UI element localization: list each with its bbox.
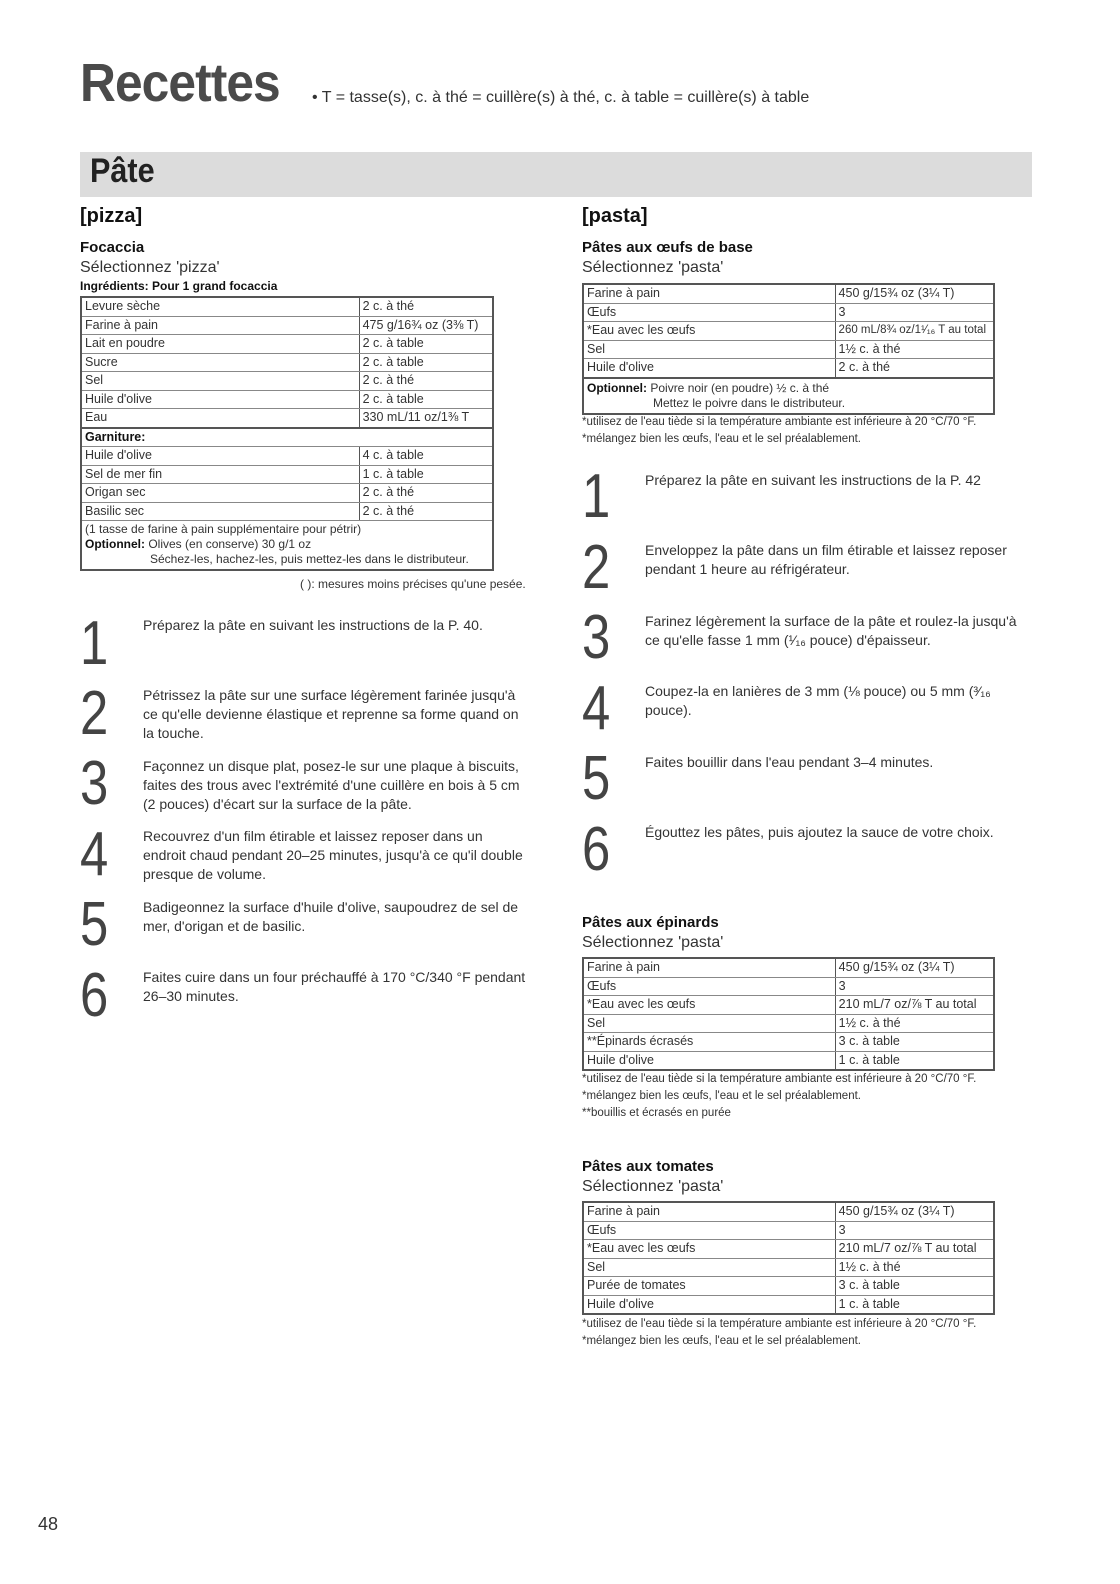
table-row [583, 1014, 994, 1033]
ingredient-qty: 2 c. à thé [835, 359, 994, 378]
ingredient-name: Œufs [583, 303, 835, 322]
ingredient-qty: 4 c. à table [359, 447, 493, 466]
ingredient-qty: 2 c. à thé [359, 484, 493, 503]
extra-flour-note: (1 tasse de farine à pain supplémentaire pour pétrir) [85, 522, 362, 536]
ingredient-qty: 2 c. à thé [359, 502, 493, 521]
step-number: 2 [80, 679, 109, 748]
step-text: Préparez la pâte en suivant les instructions de la P. 40. [143, 617, 483, 633]
table-row [81, 335, 493, 354]
ingredient-qty: 2 c. à table [359, 390, 493, 409]
ingredient-name: Huile d'olive [583, 1295, 835, 1314]
basic-pasta-name: Pâtes aux œufs de base [582, 239, 753, 256]
footnote: *utilisez de l'eau tiède si la température ambiante est inférieure à 20 °C/70 °F. [582, 1318, 977, 1330]
ingredient-name: Origan sec [81, 484, 359, 503]
tomato-pasta-notes [582, 1316, 976, 1350]
ingredient-qty: 210 mL/7 oz/⅞ T au total [835, 1240, 994, 1259]
ingredient-qty: 450 g/15¾ oz (3¼ T) [835, 284, 994, 303]
ingredient-name: Farine à pain [583, 284, 835, 303]
footnote: *mélangez bien les œufs, l'eau et le sel préalablement. [582, 433, 861, 445]
spinach-pasta-notes [582, 1071, 976, 1122]
spinach-pasta-select: Sélectionnez 'pasta' [582, 934, 724, 951]
step-text: Recouvrez d'un film étirable et laissez reposer dans un endroit chaud pendant 20–25 minutes, jusqu'à ce qu'il double presque de volume. [143, 828, 523, 882]
ingredient-qty: 3 [835, 1221, 994, 1240]
table-row [583, 1295, 994, 1314]
basic-pasta-notes [582, 414, 976, 448]
ingredient-name: Huile d'olive [81, 390, 359, 409]
step-text: Badigeonnez la surface d'huile d'olive, saupoudrez de sel de mer, d'origan et de basilic. [143, 899, 519, 934]
table-row [583, 378, 994, 414]
table-row [81, 353, 493, 372]
focaccia-select: Sélectionnez 'pizza' [80, 259, 220, 276]
table-row [583, 1051, 994, 1070]
measures-caption: ( ): mesures moins précises qu'une pesée. [300, 577, 526, 591]
ingredient-name: Sel [583, 340, 835, 359]
ingredient-qty: 3 c. à table [835, 1277, 994, 1296]
step-number: 1 [80, 609, 109, 678]
ingredient-qty: 2 c. à table [359, 335, 493, 354]
step-text: Égouttez les pâtes, puis ajoutez la sauce de votre choix. [645, 824, 994, 840]
pasta-heading: [pasta] [582, 205, 648, 227]
ingredient-name: Huile d'olive [583, 359, 835, 378]
table-row [81, 297, 493, 316]
pizza-heading: [pizza] [80, 205, 143, 227]
table-row [583, 977, 994, 996]
table-row [583, 359, 994, 378]
footnote: *utilisez de l'eau tiède si la température ambiante est inférieure à 20 °C/70 °F. [582, 416, 977, 428]
ingredient-qty: 2 c. à thé [359, 372, 493, 391]
ingredient-qty: 210 mL/7 oz/⅞ T au total [835, 996, 994, 1015]
step-number: 6 [80, 961, 109, 1030]
step-text: Préparez la pâte en suivant les instructions de la P. 42 [645, 472, 981, 488]
table-row [81, 409, 493, 428]
table-row [583, 340, 994, 359]
ingredient-qty: 1 c. à table [838, 1296, 900, 1311]
ingredient-qty: 260 mL/8¾ oz/1¹⁄₁₆ T au total [835, 322, 994, 341]
page-number: 48 [38, 1514, 59, 1534]
optional-text-2: Séchez-les, hachez-les, puis mettez-les dans le distributeur. [150, 552, 469, 566]
ingredient-qty: 2 c. à table [359, 353, 493, 372]
ingredient-qty: 1½ c. à thé [835, 1014, 994, 1033]
ingredient-qty: 2 c. à thé [359, 297, 493, 316]
focaccia-name: Focaccia [80, 239, 145, 256]
step-text: Farinez légèrement la surface de la pâte et roulez-la jusqu'à ce qu'elle fasse 1 mm (¹⁄₁₆ pouce) d'épaisseur. [645, 613, 1017, 648]
ingredient-name: Œufs [583, 977, 835, 996]
ingredient-name: Huile d'olive [583, 1051, 835, 1070]
footnote: **bouillis et écrasés en purée [582, 1107, 731, 1119]
table-row [81, 521, 493, 571]
basic-pasta-optional [583, 378, 994, 414]
table-row [81, 447, 493, 466]
focaccia-ingredients-label: Ingrédients: Pour 1 grand focaccia [80, 279, 278, 293]
footnote: *mélangez bien les œufs, l'eau et le sel préalablement. [582, 1090, 861, 1102]
table-row [81, 502, 493, 521]
ingredient-qty: 3 [835, 303, 994, 322]
ingredient-name: Farine à pain [81, 316, 359, 335]
table-row [583, 284, 994, 303]
step-text: Faites cuire dans un four préchauffé à 170 °C/340 °F pendant 26–30 minutes. [143, 969, 526, 1004]
ingredient-qty: 3 [835, 977, 994, 996]
step-number: 2 [582, 533, 611, 602]
optional-text-2: Mettez le poivre dans le distributeur. [653, 395, 846, 410]
spinach-pasta-table [582, 957, 995, 1071]
table-row [583, 1202, 994, 1221]
step-number: 3 [582, 603, 611, 672]
garniture-label: Garniture: [81, 428, 493, 447]
ingredient-name: Sel [81, 372, 359, 391]
step-number: 3 [80, 749, 109, 818]
ingredient-name: Basilic sec [81, 502, 359, 521]
step-text: Coupez-la en lanières de 3 mm (⅛ pouce) ou 5 mm (³⁄₁₆ pouce). [645, 683, 991, 718]
ingredient-qty: 1½ c. à thé [835, 1258, 994, 1277]
ingredient-name: Farine à pain [583, 958, 835, 977]
step-text: Faites bouillir dans l'eau pendant 3–4 minutes. [645, 754, 934, 770]
footnote: *utilisez de l'eau tiède si la température ambiante est inférieure à 20 °C/70 °F. [582, 1073, 977, 1085]
table-row [583, 322, 994, 341]
ingredient-qty: 330 mL/11 oz/1⅜ T [359, 409, 493, 428]
ingredient-qty: 450 g/15¾ oz (3¼ T) [835, 958, 994, 977]
ingredient-name: Huile d'olive [81, 447, 359, 466]
optional-text: Poivre noir (en poudre) ½ c. à thé [650, 380, 830, 395]
table-row [81, 390, 493, 409]
table-row [583, 996, 994, 1015]
table-row [81, 316, 493, 335]
ingredient-qty: 450 g/15¾ oz (3¼ T) [835, 1202, 994, 1221]
step-number: 6 [582, 815, 611, 884]
ingredient-name: **Épinards écrasés [583, 1033, 835, 1052]
step-number: 1 [582, 462, 611, 531]
optional-label: Optionnel: [587, 380, 647, 395]
step-number: 5 [582, 744, 611, 813]
ingredient-name: *Eau avec les œufs [583, 1240, 835, 1259]
table-row [583, 1240, 994, 1259]
step-number: 4 [582, 674, 611, 743]
table-row [81, 484, 493, 503]
tomato-pasta-select: Sélectionnez 'pasta' [582, 1178, 724, 1195]
optional-text: Olives (en conserve) 30 g/1 oz [148, 537, 312, 551]
table-row [583, 1258, 994, 1277]
section-title: Pâte [90, 152, 155, 190]
ingredient-name: Eau [81, 409, 359, 428]
basic-pasta-select: Sélectionnez 'pasta' [582, 259, 724, 276]
tomato-pasta-table [582, 1201, 995, 1315]
step-number: 4 [80, 820, 109, 889]
page-title: Recettes [80, 53, 280, 113]
abbreviation-legend: • T = tasse(s), c. à thé = cuillère(s) à thé, c. à table = cuillère(s) à table [312, 89, 810, 106]
ingredient-qty: 1½ c. à thé [835, 340, 994, 359]
table-row [81, 372, 493, 391]
ingredient-name: *Eau avec les œufs [583, 996, 835, 1015]
ingredient-name: Levure sèche [81, 297, 359, 316]
ingredient-name: *Eau avec les œufs [583, 322, 835, 341]
section-bar [80, 152, 1032, 197]
ingredient-name: Farine à pain [583, 1202, 835, 1221]
ingredient-name: Sel [583, 1258, 835, 1277]
spinach-pasta-name: Pâtes aux épinards [582, 914, 719, 931]
optional-label: Optionnel: [85, 537, 145, 551]
step-text: Façonnez un disque plat, posez-le sur une plaque à biscuits, faites des trous avec l'extrémité d'une cuillère en bois à 5 cm (2 pouces) d'écart sur la surface de la pâte. [143, 758, 520, 812]
table-row [583, 1277, 994, 1296]
ingredient-name: Sel de mer fin [81, 465, 359, 484]
focaccia-ingredients-table [80, 296, 494, 571]
focaccia-extra-notes [81, 521, 493, 571]
basic-pasta-table [582, 283, 995, 415]
step-text: Pétrissez la pâte sur une surface légèrement farinée jusqu'à ce qu'elle devienne élastique et reprenne sa forme quand on la touche. [143, 687, 519, 741]
table-row [583, 1033, 994, 1052]
ingredient-name: Purée de tomates [583, 1277, 835, 1296]
tomato-pasta-name: Pâtes aux tomates [582, 1158, 714, 1175]
ingredient-qty: 475 g/16¾ oz (3⅜ T) [359, 316, 493, 335]
ingredient-qty: 1 c. à table [359, 465, 493, 484]
step-number: 5 [80, 890, 109, 959]
table-row [81, 428, 493, 447]
ingredient-name: Sucre [81, 353, 359, 372]
table-row [583, 303, 994, 322]
ingredient-name: Lait en poudre [81, 335, 359, 354]
table-row [583, 958, 994, 977]
step-text: Enveloppez la pâte dans un film étirable et laissez reposer pendant 1 heure au réfrigérateur. [645, 542, 1007, 577]
table-row [583, 1221, 994, 1240]
ingredient-name: Œufs [583, 1221, 835, 1240]
ingredient-qty: 3 c. à table [835, 1033, 994, 1052]
table-row [81, 465, 493, 484]
footnote: *mélangez bien les œufs, l'eau et le sel préalablement. [582, 1335, 861, 1347]
ingredient-name: Sel [583, 1014, 835, 1033]
ingredient-qty: 1 c. à table [838, 1052, 900, 1067]
